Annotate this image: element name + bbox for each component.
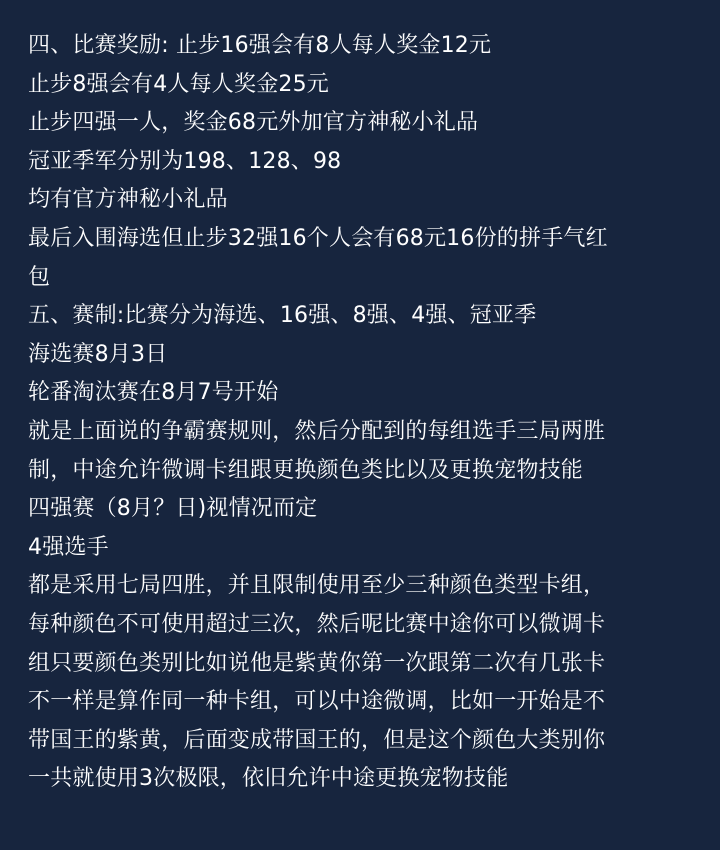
text-line: 最后入围海选但止步32强16个人会有68元16份的拼手气红 — [28, 225, 608, 251]
text-line: 就是上面说的争霸赛规则，然后分配到的每组选手三局两胜 — [28, 418, 606, 444]
text-line: 不一样是算作同一种卡组，可以中途微调，比如一开始是不 — [28, 689, 606, 715]
text-line: 组只要颜色类别比如说他是紫黄你第一次跟第二次有几张卡 — [28, 650, 606, 676]
text-line: 止步8强会有4人每人奖金25元 — [28, 71, 329, 97]
text-line: 四强赛（8月？日)视情况而定 — [28, 496, 318, 522]
text-line: 海选赛8月3日 — [28, 341, 168, 367]
text-line: 制，中途允许微调卡组跟更换颜色类比以及更换宠物技能 — [28, 457, 584, 483]
text-line: 五、赛制:比赛分为海选、16强、8强、4强、冠亚季 — [28, 303, 537, 329]
text-line: 都是采用七局四胜，并且限制使用至少三种颜色类型卡组， — [28, 573, 606, 599]
text-line: 轮番淘汰赛在8月7号开始 — [28, 380, 279, 406]
text-line: 止步四强一人，奖金68元外加官方神秘小礼品 — [28, 110, 479, 136]
text-line: 4强选手 — [28, 534, 109, 560]
text-line: 四、比赛奖励: 止步16强会有8人每人奖金12元 — [28, 33, 492, 58]
text-line: 包 — [28, 264, 51, 290]
text-line: 均有官方神秘小礼品 — [28, 187, 228, 213]
text-line: 每种颜色不可使用超过三次，然后呢比赛中途你可以微调卡 — [28, 611, 606, 637]
text-line: 一共就使用3次极限，依旧允许中途更换宠物技能 — [28, 766, 509, 792]
text-line: 冠亚季军分别为198、128、98 — [28, 148, 342, 174]
text-line: 带国王的紫黄，后面变成带国王的，但是这个颜色大类别你 — [28, 727, 606, 753]
